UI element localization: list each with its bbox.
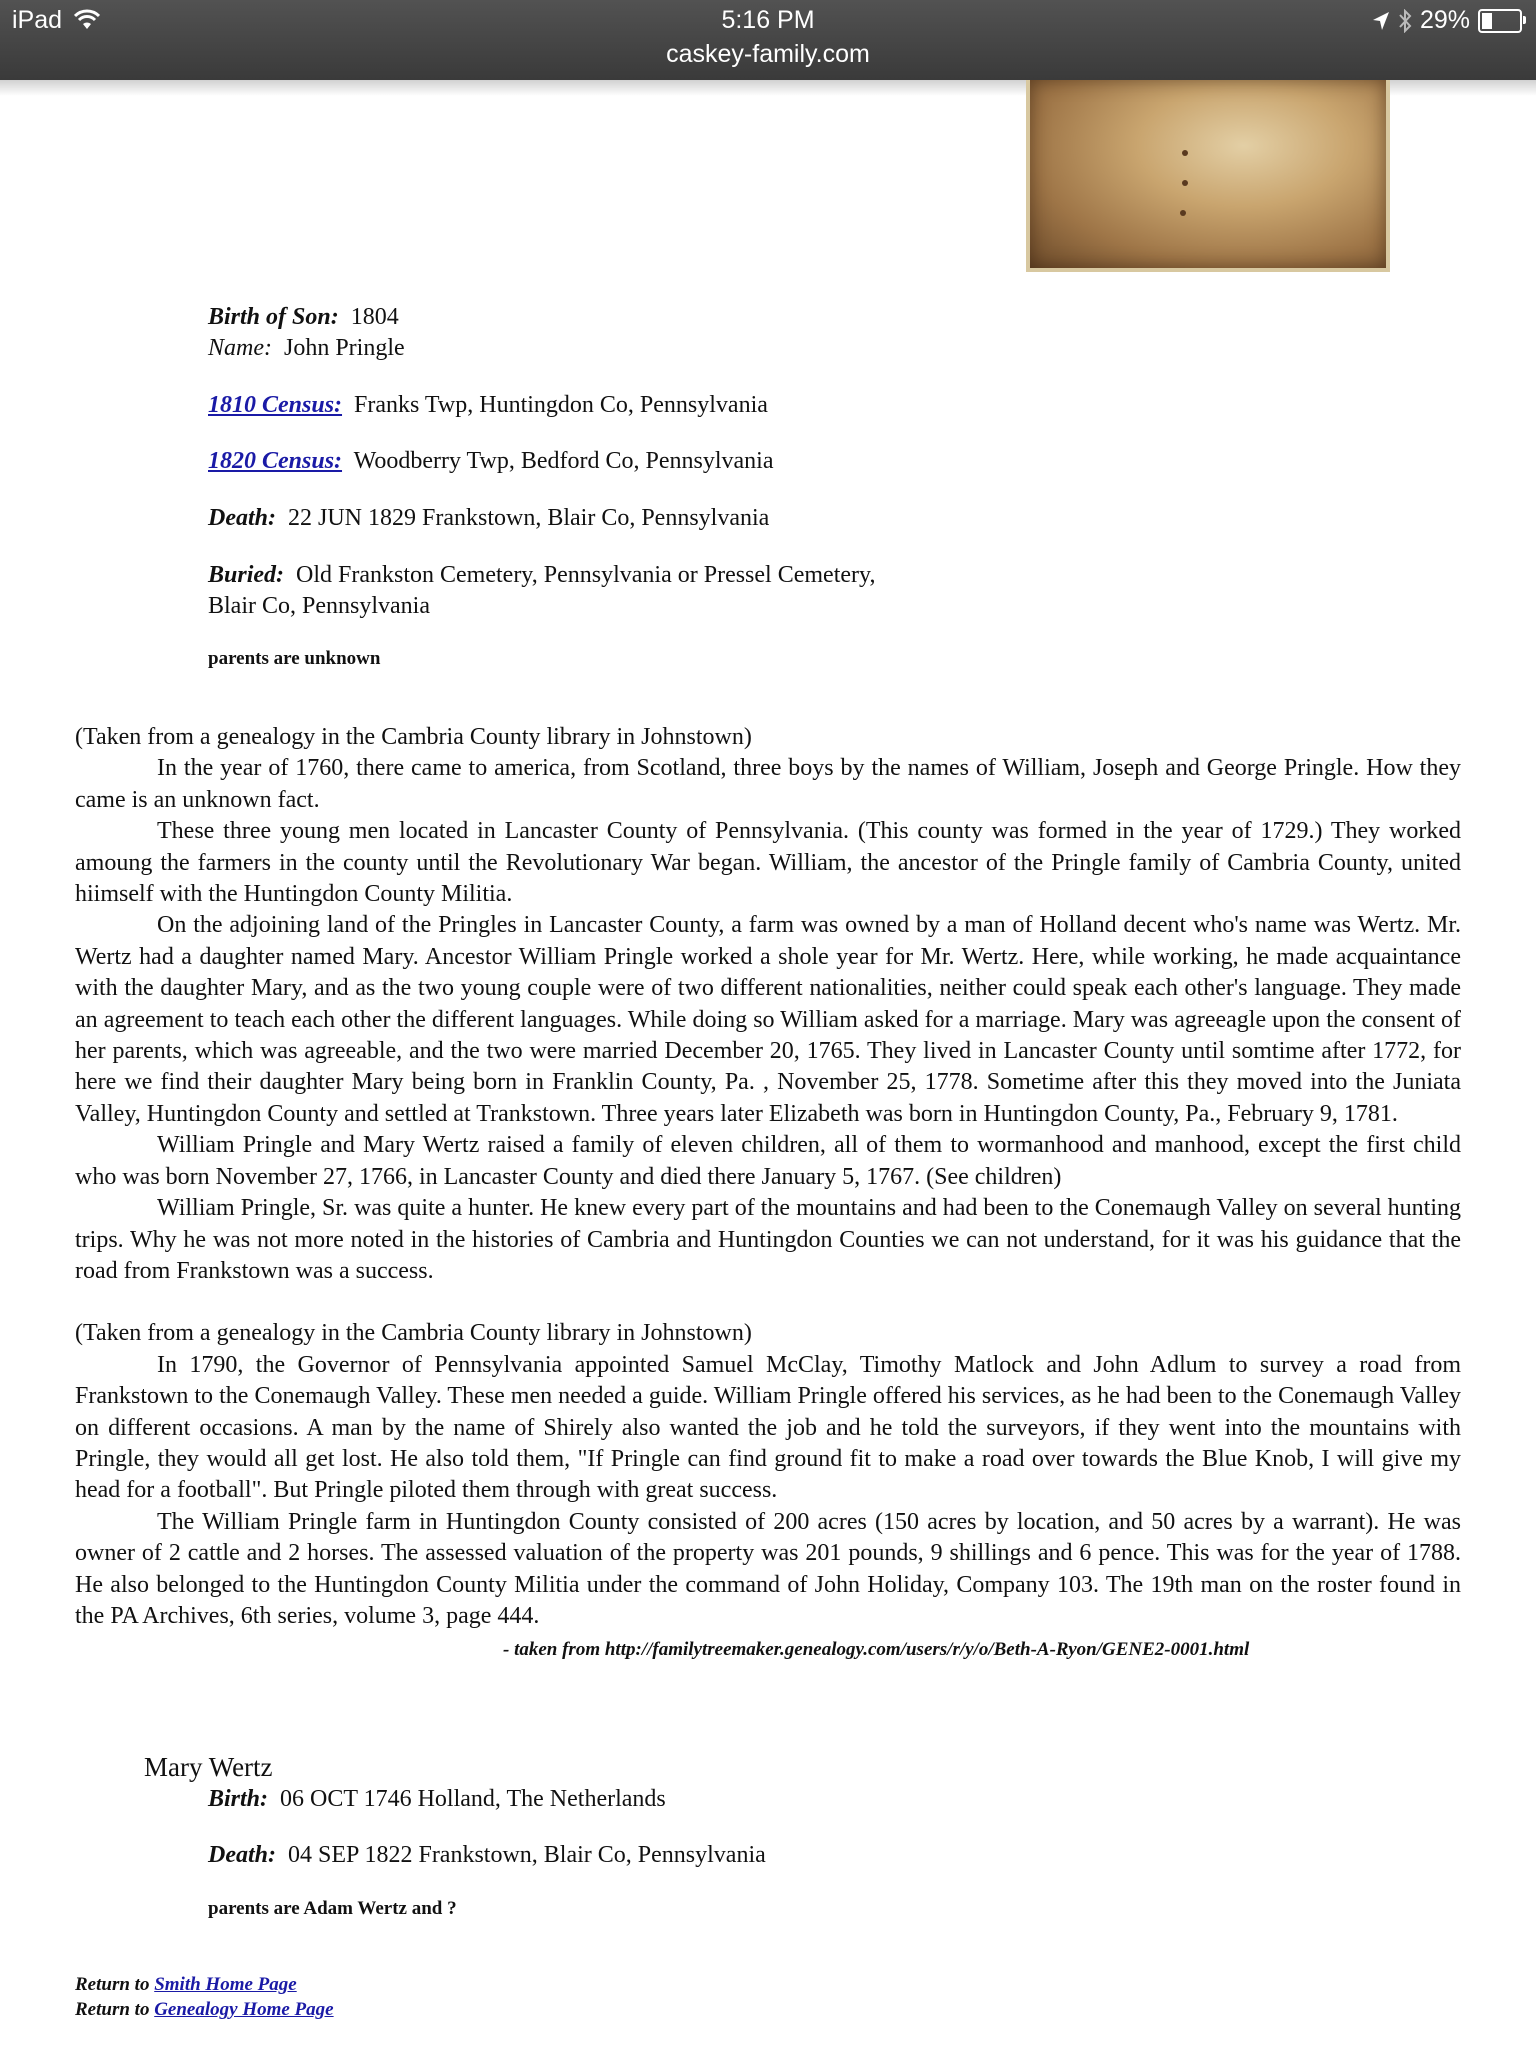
son-name-line — [208, 333, 405, 364]
son-buried-line — [208, 560, 875, 622]
mary-wertz-heading: Mary Wertz — [144, 1752, 273, 1782]
buried-label: Buried: — [208, 562, 285, 588]
source-note-1: (Taken from a genealogy in the Cambria County library in Johnstown) — [75, 724, 752, 750]
death-label: Death: — [208, 505, 276, 531]
source-note-2: (Taken from a genealogy in the Cambria County library in Johnstown) — [75, 1320, 752, 1347]
battery-percent: 29% — [1419, 6, 1470, 34]
return-prefix: Return to — [75, 1974, 150, 1995]
battery-icon — [1478, 9, 1522, 33]
son-parents-note: parents are unknown — [208, 648, 381, 669]
article-paragraph-7: The William Pringle farm in Huntingdon County consisted of 200 acres (150 acres by location, and 50 acres by a warrant). He was owner of 2 cattle and 2 horses. The assessed valuation of the property was 201 pounds, 9 shillings and 6 pence. This was for the year of 1788. He also belonged to the Huntingdon County Militia under the command of John Holiday, Company 103. The 19th man on the roster found in the PA Archives, 6th series, volume 3, page 444. — [75, 1508, 1461, 1629]
death-value: 22 JUN 1829 Frankstown, Blair Co, Pennsylvania — [288, 505, 770, 531]
article-paragraph-5: William Pringle, Sr. was quite a hunter. He knew every part of the mountains and had been to the Conemaugh Valley on several hunting trips. Why he was not more noted in the histories of Cambria and Huntingdon Counties we can not understand, for it was his guidance that the road from Frankstown was a success. — [75, 1195, 1461, 1284]
mary-birth-line — [208, 1784, 666, 1815]
census-1810-link[interactable]: 1810 Census: — [208, 392, 343, 418]
article-paragraph-3: On the adjoining land of the Pringles in Lancaster County, a farm was owned by a man of Holland decent who's name was Wertz. Mr. Wertz had a daughter named Mary. Ancestor William Pringle worked a shole year for Mr. Wertz. Here, while working, he made acquaintance with the daughter Mary, and as the two young couple were of two different nationalities, neither could speak each other's language. They made an agreement to teach each other the different languages. While doing so William asked for a marriage. Mary was agreeagle upon the consent of her parents, which was agreeable, and the two were married December 20, 1765. They lived in Lancaster County until somtime after 1772, for here we find their daughter Mary being born in Franklin County, Pa. , November 25, 1778. Sometime after this they moved into the Juniata Valley, Huntingdon County and settled at Trankstown. Three years later Elizabeth was born in Huntingdon County, Pa., February 9, 1781. — [75, 912, 1461, 1127]
mary-death-value: 04 SEP 1822 Frankstown, Blair Co, Pennsylvania — [288, 1842, 766, 1868]
pringle-history-article — [75, 722, 1461, 1666]
return-genealogy-line — [75, 1997, 334, 2022]
mary-death-line — [208, 1840, 766, 1871]
buried-value-1: Old Frankston Cemetery, Pennsylvania or Pressel Cemetery, — [296, 562, 876, 588]
smith-home-link[interactable]: Smith Home Page — [154, 1974, 297, 1995]
mary-birth-value: 06 OCT 1746 Holland, The Netherlands — [280, 1786, 666, 1812]
birth-of-son-label: Birth of Son: — [208, 304, 339, 330]
bluetooth-icon — [1398, 9, 1412, 33]
status-right — [1372, 6, 1522, 35]
url-bar[interactable]: caskey-family.com — [666, 40, 870, 68]
genealogy-home-link[interactable]: Genealogy Home Page — [154, 1999, 334, 2020]
article-paragraph-2: These three young men located in Lancaster County of Pennsylvania. (This county was formed in the year of 1729.) They worked amoung the farmers in the county until the Revolutionary War began. William, the ancestor of the Pringle family of Cambria County, united hiimself with the Huntingdon County Militia. — [75, 818, 1461, 908]
son-death-line — [208, 503, 769, 534]
article-paragraph-1: In the year of 1760, there came to america, from Scotland, three boys by the names of William, Joseph and George Pringle. How they came is an unknown fact. — [75, 755, 1461, 813]
return-smith-line — [75, 1972, 334, 1997]
source-credit: - taken from http://familytreemaker.genealogy.com/users/r/y/o/Beth-A-Ryon/GENE2-0001.html — [503, 1639, 1250, 1661]
device-label: iPad — [12, 6, 63, 34]
footer-links — [75, 1972, 334, 2022]
census-1820-link[interactable]: 1820 Census: — [208, 448, 343, 474]
name-value: John Pringle — [283, 335, 405, 361]
portrait-photo — [1026, 80, 1390, 272]
mary-birth-label: Birth: — [208, 1786, 269, 1812]
census-1810-value: Franks Twp, Huntingdon Co, Pennsylvania — [354, 392, 768, 418]
buried-value-2: Blair Co, Pennsylvania — [208, 593, 430, 619]
status-bar — [0, 0, 1536, 80]
location-arrow-icon — [1372, 11, 1390, 31]
census-1820-value: Woodberry Twp, Bedford Co, Pennsylvania — [353, 448, 774, 474]
battery-fill — [1482, 13, 1492, 29]
census-1810-line — [208, 390, 768, 421]
mary-death-label: Death: — [208, 1842, 276, 1868]
son-birth-line — [208, 302, 399, 333]
name-label: Name: — [208, 335, 272, 361]
birth-of-son-value: 1804 — [350, 304, 399, 330]
mary-parents-note: parents are Adam Wertz and ? — [208, 1898, 457, 1919]
article-paragraph-6: In 1790, the Governor of Pennsylvania appointed Samuel McClay, Timothy Matlock and John Adlum to survey a road from Frankstown to the Conemaugh Valley. These men needed a guide. William Pringle offered his services, as he had been to the Conemaugh Valley on different occasions. A man by the name of Shirely also wanted the job and he told the surveyors, if they went into the mountains with Pringle, they would all get lost. He also told them, "If Pringle can find ground fit to make a road over towards the Blue Knob, I will give my head for a football". But Pringle piloted them through with great success. — [75, 1351, 1461, 1504]
census-1820-line — [208, 446, 774, 477]
return-prefix: Return to — [75, 1999, 150, 2020]
article-paragraph-4: William Pringle and Mary Wertz raised a family of eleven children, all of them to wormanhood and manhood, except the first child who was born November 27, 1766, in Lancaster County and died there January 5, 1767. (See children) — [75, 1132, 1461, 1190]
clock: 5:16 PM — [721, 6, 815, 34]
